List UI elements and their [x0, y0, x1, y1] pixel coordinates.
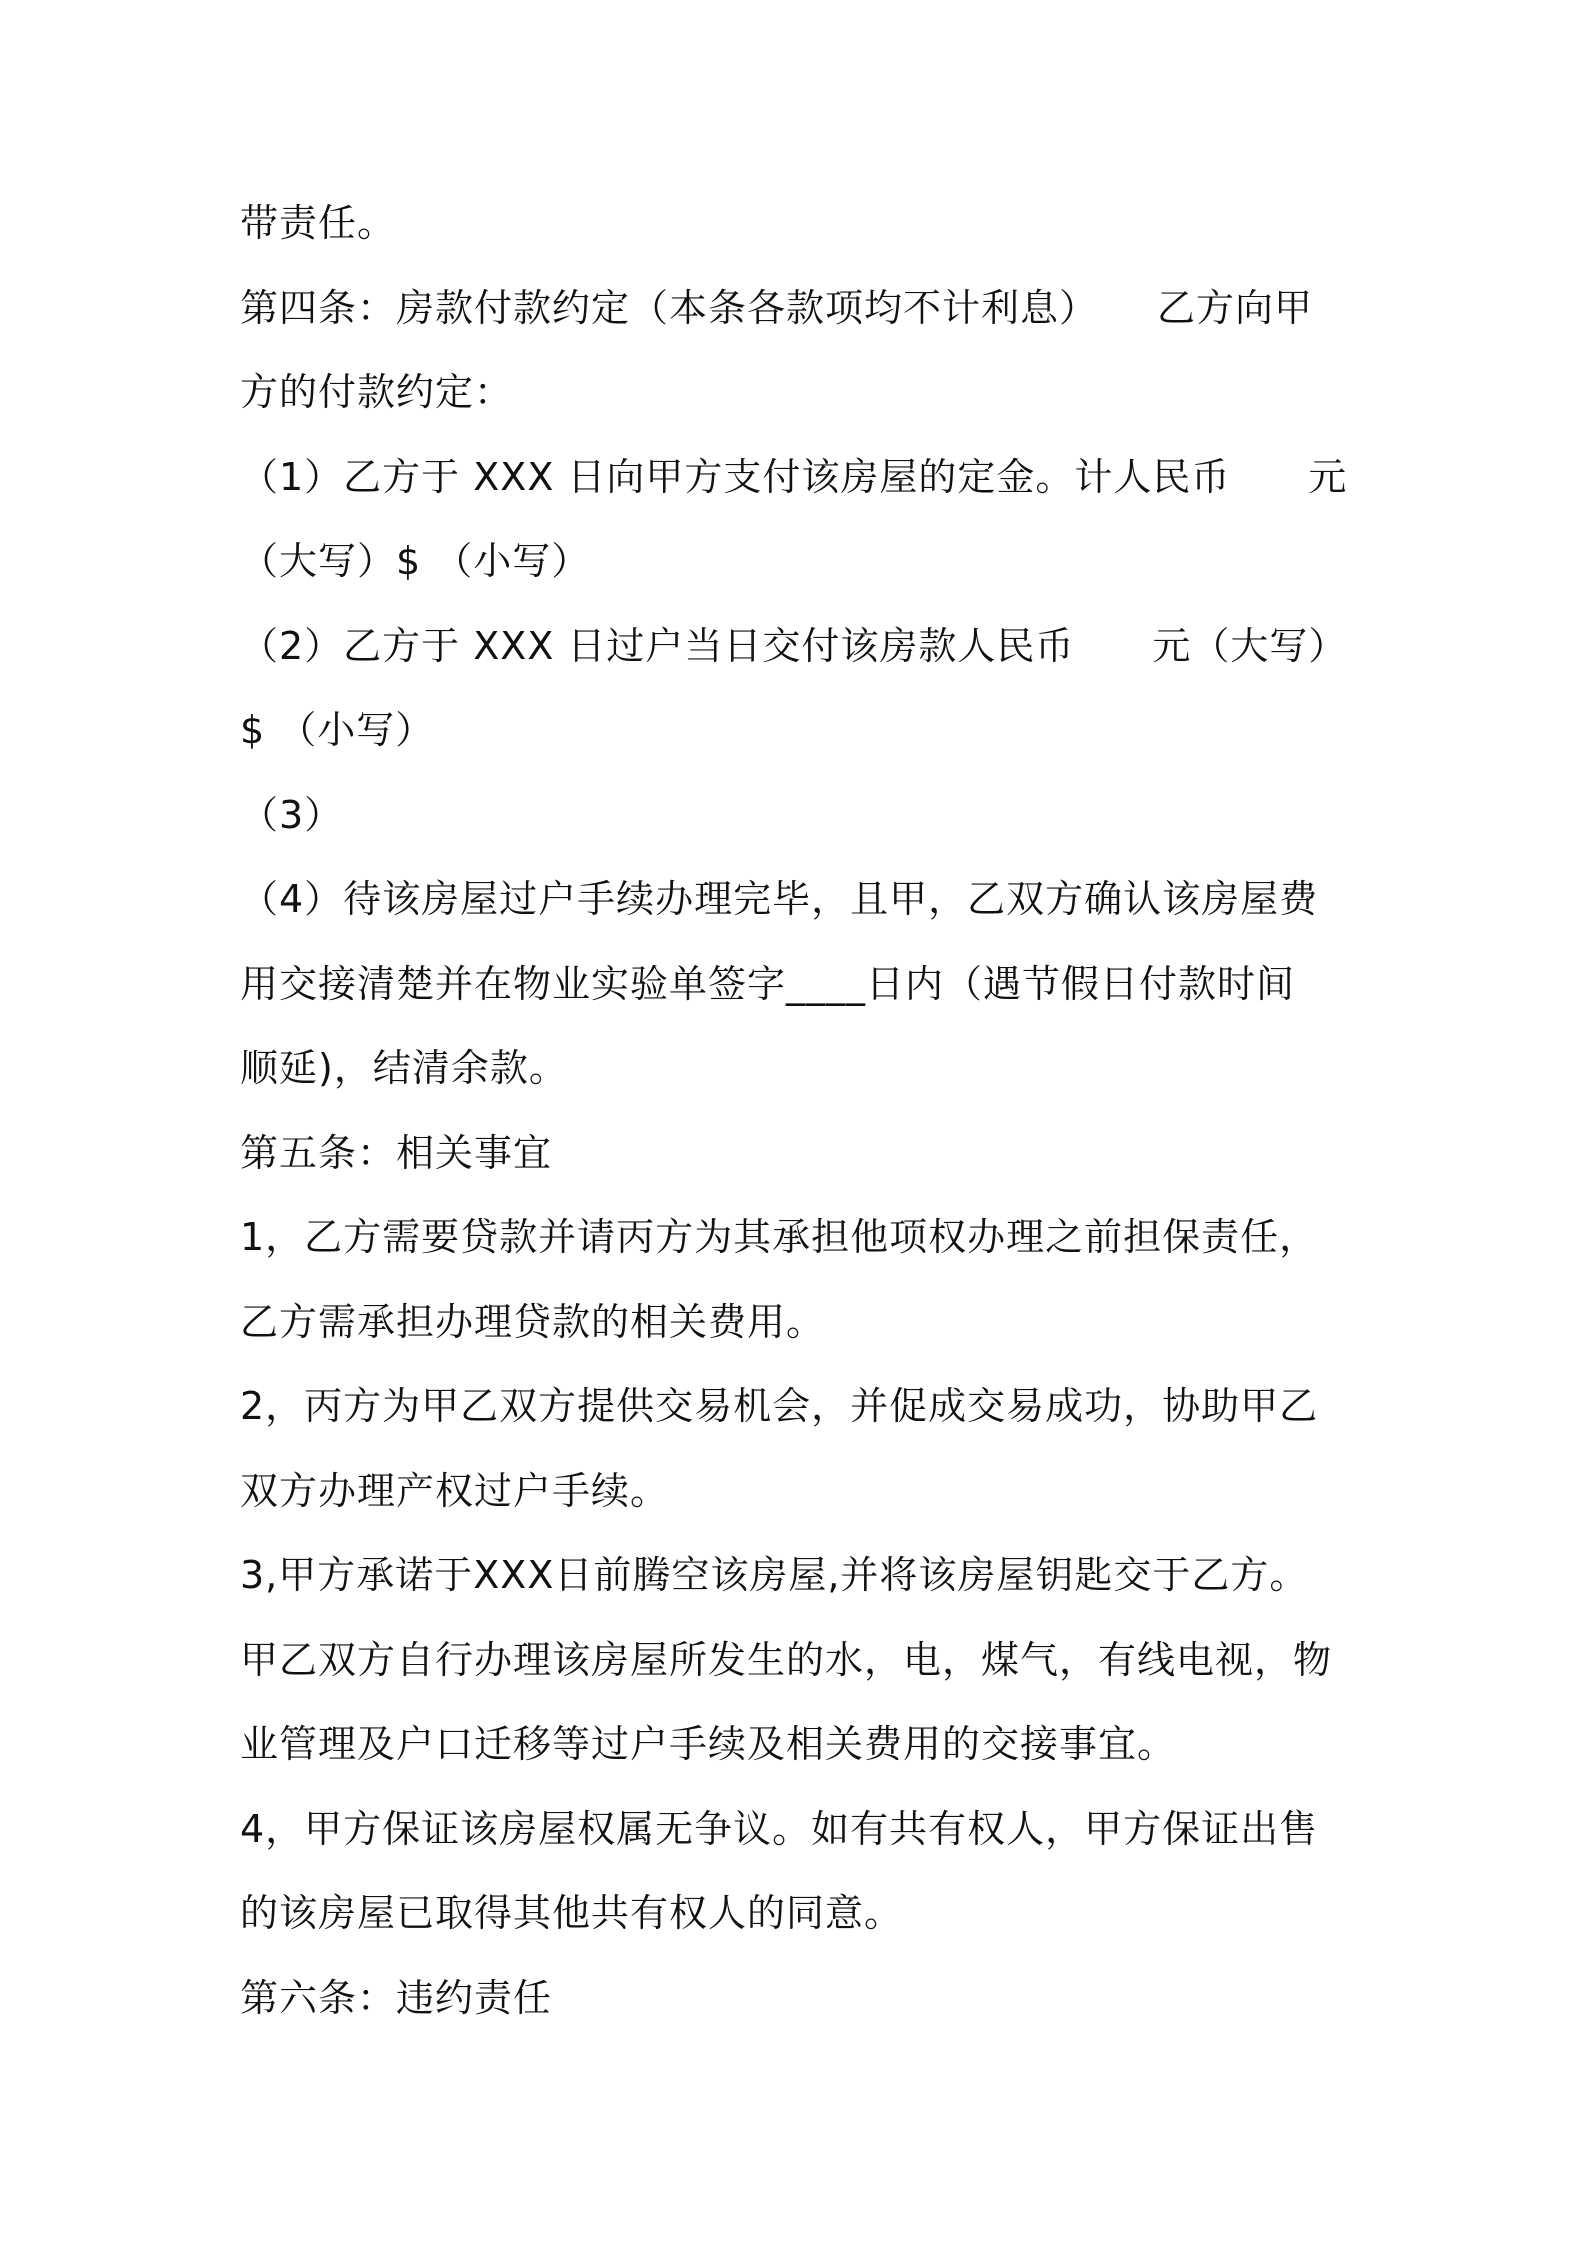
- text-line: （3）: [240, 793, 344, 837]
- text-line: 业管理及户口迁移等过户手续及相关费用的交接事宜。: [240, 1722, 1177, 1766]
- text-line: （2）乙方于 XXX 日过户当日交付该房款人民币 元（大写）: [240, 624, 1348, 668]
- text-line: 带责任。: [240, 201, 397, 245]
- text-line: 乙方需承担办理贷款的相关费用。: [240, 1300, 826, 1344]
- text-line: 甲乙双方自行办理该房屋所发生的水，电，煤气，有线电视，物: [240, 1638, 1333, 1682]
- text-line: 第五条：相关事宜: [240, 1131, 553, 1175]
- text-line: 1，乙方需要贷款并请丙方为其承担他项权办理之前担保责任，: [240, 1215, 1319, 1259]
- text-line: 3,甲方承诺于XXX日前腾空该房屋,并将该房屋钥匙交于乙方。: [240, 1553, 1309, 1597]
- text-line: 用交接清楚并在物业实验单签字____日内（遇节假日付款时间: [240, 962, 1296, 1006]
- text-line: $ （小写）: [240, 708, 435, 752]
- text-line: 顺延)，结清余款。: [240, 1046, 568, 1090]
- text-line: （1）乙方于 XXX 日向甲方支付该房屋的定金。计人民币 元: [240, 455, 1348, 499]
- text-line: （4）待该房屋过户手续办理完毕，且甲，乙双方确认该房屋费: [240, 877, 1319, 921]
- text-line: 第四条：房款付款约定（本条各款项均不计利息） 乙方向甲: [240, 286, 1314, 330]
- text-line: 双方办理产权过户手续。: [240, 1469, 670, 1513]
- text-line: 4，甲方保证该房屋权属无争议。如有共有权人，甲方保证出售: [240, 1807, 1319, 1851]
- text-line: （大写）$ （小写）: [240, 539, 591, 583]
- text-line: 2，丙方为甲乙双方提供交易机会，并促成交易成功，协助甲乙: [240, 1384, 1319, 1428]
- text-line: 第六条：违约责任: [240, 1976, 553, 2020]
- text-line: 方的付款约定：: [240, 370, 514, 414]
- text-line: 的该房屋已取得其他共有权人的同意。: [240, 1891, 904, 1935]
